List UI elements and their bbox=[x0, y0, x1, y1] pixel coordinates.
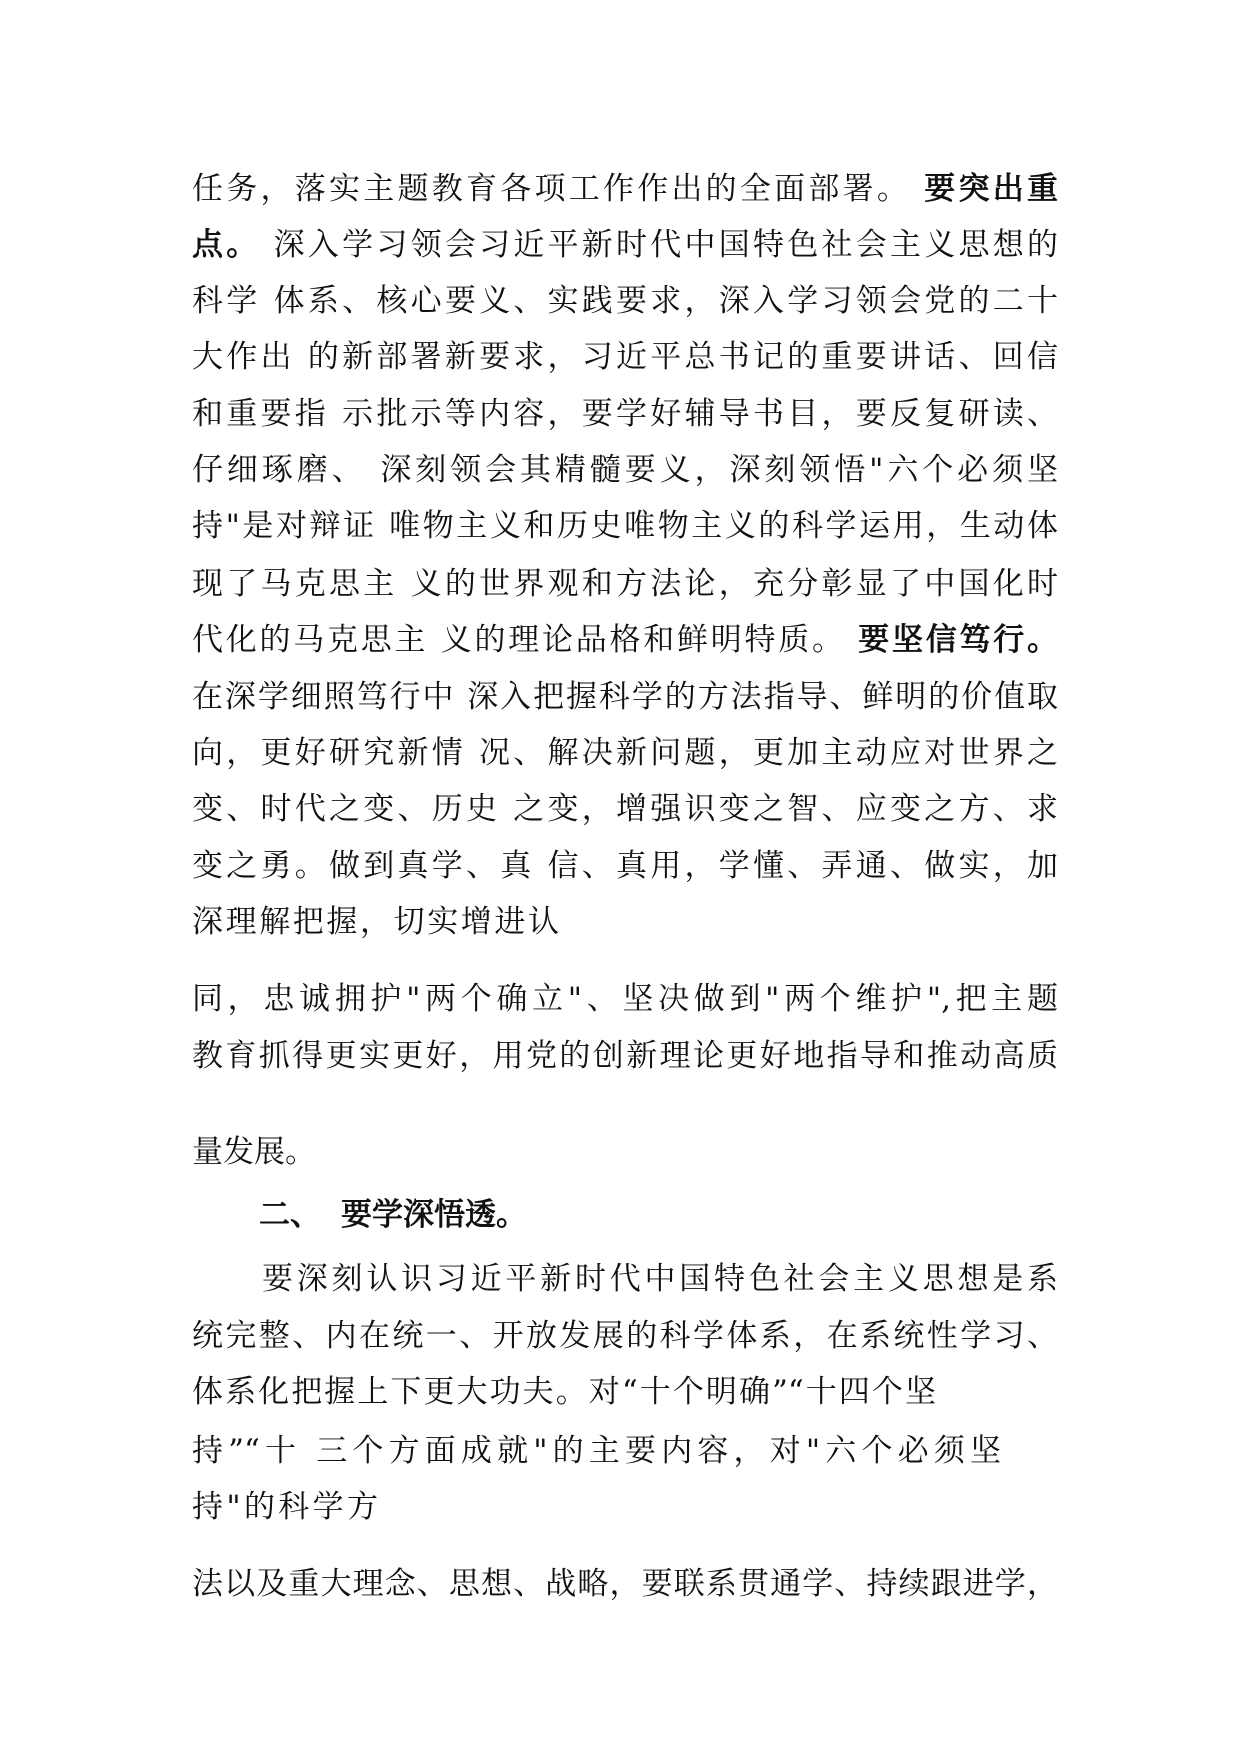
line-text: 任务，落实主题教育各项工作作出的全面部署。 bbox=[192, 171, 925, 207]
body-line: 和重要指 示批示等内容，要学好辅导书目，要反复研读、 bbox=[192, 396, 1058, 432]
emphasis-text: 要突出重 bbox=[924, 171, 1059, 207]
body-line: 教育抓得更实更好，用党的创新理论更好地指导和推动高质 bbox=[192, 1038, 1058, 1074]
line-text: 深入学习领会习近平新时代中国特色社会主义思想的 bbox=[260, 227, 1059, 263]
body-line: 要深刻认识习近平新时代中国特色社会主义思想是系 bbox=[262, 1261, 1058, 1297]
body-line: 在深学细照笃行中 深入把握科学的方法指导、鲜明的价值取 bbox=[192, 679, 1058, 715]
body-line: 深理解把握，切实增进认 bbox=[192, 904, 559, 940]
section-title: 要学深悟透。 bbox=[341, 1197, 527, 1233]
body-line: 持”“十 三个方面成就"的主要内容，对"六个必须坚 bbox=[192, 1433, 1001, 1469]
body-line: 法以及重大理念、思想、战略，要联系贯通学、持续跟进学， bbox=[192, 1566, 1058, 1602]
body-line: 体系化把握上下更大功夫。对“十个明确”“十四个坚 bbox=[192, 1374, 936, 1410]
body-line bbox=[192, 620, 1058, 660]
body-line: 持"的科学方 bbox=[192, 1489, 378, 1525]
body-line: 同，忠诚拥护"两个确立"、坚决做到"两个维护",把主题 bbox=[192, 981, 1058, 1017]
body-line: 统完整、内在统一、开放发展的科学体系，在系统性学习、 bbox=[192, 1318, 1058, 1354]
body-line: 量发展。 bbox=[192, 1134, 316, 1170]
body-line: 持"是对辩证 唯物主义和历史唯物主义的科学运用，生动体 bbox=[192, 508, 1058, 544]
body-line: 变、时代之变、历史 之变，增强识变之智、应变之方、求 bbox=[192, 791, 1058, 827]
body-line: 变之勇。做到真学、真 信、真用，学懂、弄通、做实，加 bbox=[192, 848, 1058, 884]
body-line bbox=[192, 225, 1058, 265]
body-line bbox=[192, 169, 1058, 209]
body-line: 现了马克思主 义的世界观和方法论，充分彰显了中国化时 bbox=[192, 566, 1058, 602]
section-number: 二、 bbox=[259, 1197, 321, 1233]
body-line: 仔细琢磨、 深刻领会其精髓要义，深刻领悟"六个必须坚 bbox=[192, 452, 1058, 488]
line-text: 代化的马克思主 义的理论品格和鲜明特质。 bbox=[192, 622, 859, 658]
emphasis-text: 点。 bbox=[192, 227, 261, 263]
emphasis-text: 要坚信笃行。 bbox=[858, 622, 1058, 658]
body-line: 大作出 的新部署新要求，习近平总书记的重要讲话、回信 bbox=[192, 339, 1058, 375]
body-line: 向，更好研究新情 况、解决新问题，更加主动应对世界之 bbox=[192, 735, 1058, 771]
body-line: 科学 体系、核心要义、实践要求，深入学习领会党的二十 bbox=[192, 283, 1058, 319]
